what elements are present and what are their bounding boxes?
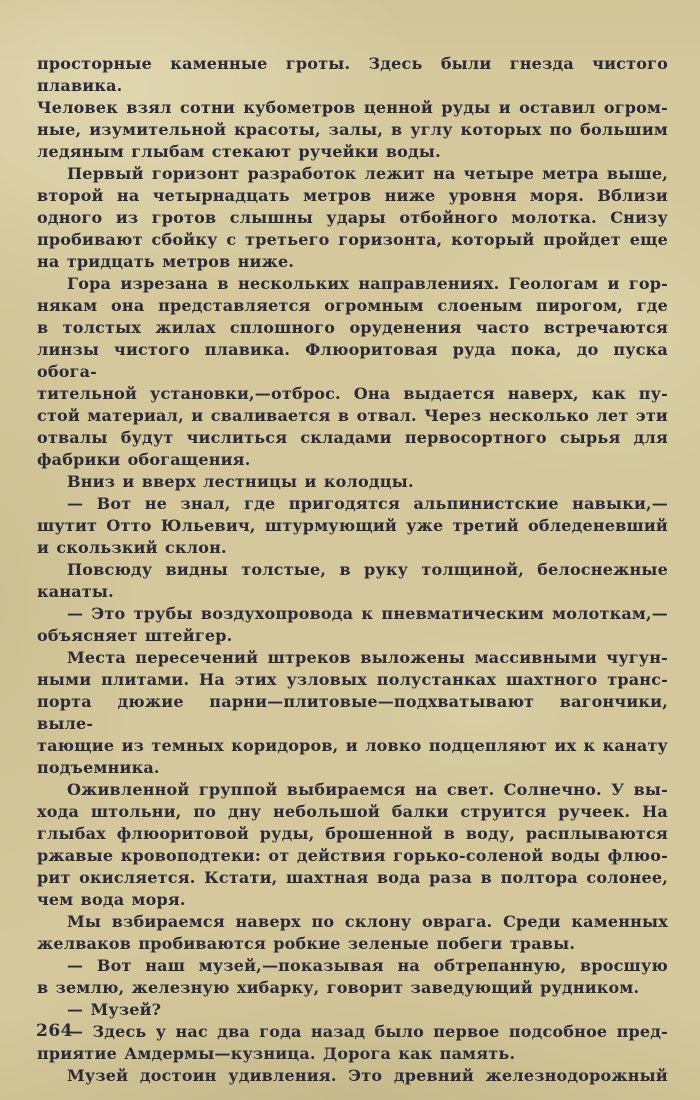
text-line: приятие Амдермы—кузница. Дорога как память.	[37, 1044, 516, 1063]
paragraph	[37, 273, 668, 471]
text-line: пробивают сбойку с третьего горизонта, который пройдет еще	[37, 230, 668, 249]
paragraph	[37, 471, 668, 493]
text-line: желваков пробиваются робкие зеленые побеги травы.	[37, 934, 576, 953]
text-line: в толстых жилах сплошного оруденения часто встречаются	[37, 318, 668, 337]
paragraph	[37, 955, 668, 999]
text-line: ные, изумительной красоты, залы, в углу которых по большим	[37, 120, 668, 139]
text-line: Гора изрезана в нескольких направлениях. Геологам и гор-	[67, 274, 668, 293]
paragraph	[37, 603, 668, 647]
text-line: стой материал, и сваливается в отвал. Через несколько лет эти	[37, 406, 668, 425]
text-line: ными плитами. На этих узловых полустанках шахтного транс-	[37, 670, 668, 689]
text-line: Вниз и вверх лестницы и колодцы.	[67, 472, 414, 491]
text-line: ледяным глыбам стекают ручейки воды.	[37, 142, 441, 161]
text-line: рит окисляется. Кстати, шахтная вода раза в полтора солонее,	[37, 868, 668, 887]
paragraph	[37, 53, 668, 163]
text-line: Первый горизонт разработок лежит на четыре метра выше,	[67, 164, 668, 183]
text-line: тающие из темных коридоров, и ловко подцепляют их к канату	[37, 736, 668, 755]
text-line: Музей достоин удивления. Это древний железнодорожный	[67, 1066, 668, 1085]
paragraph	[37, 647, 668, 779]
paragraph	[37, 1065, 668, 1087]
text-line: чем вода моря.	[37, 890, 186, 909]
text-line: хода штольни, по дну небольшой балки струится ручеек. На	[37, 802, 668, 821]
page-text	[37, 53, 668, 1087]
page-number: 264	[36, 1021, 73, 1041]
paragraph	[37, 779, 668, 911]
paragraph	[37, 1021, 668, 1065]
text-line: Человек взял сотни кубометров ценной руды и оставил огром-	[37, 98, 668, 117]
text-line: Мы взбираемся наверх по склону оврага. Среди каменных	[67, 912, 668, 931]
paragraph	[37, 999, 668, 1021]
text-line: някам она представляется огромным слоеным пирогом, где	[37, 296, 668, 315]
text-line: порта дюжие парни—плитовые—подхватывают вагончики, выле-	[37, 692, 668, 733]
text-line: Оживленной группой выбираемся на свет. Солнечно. У вы-	[67, 780, 668, 799]
text-line: просторные каменные гроты. Здесь были гнезда чистого плавика.	[37, 54, 668, 95]
text-line: — Это трубы воздухопровода к пневматическим молоткам,—	[67, 604, 668, 623]
text-line: объясняет штейгер.	[37, 626, 233, 645]
text-line: шутит Отто Юльевич, штурмующий уже третий обледеневший	[37, 516, 668, 535]
text-line: отвалы будут числиться складами первосортного сырья для	[37, 428, 668, 447]
text-line: одного из гротов слышны удары отбойного молотка. Снизу	[37, 208, 668, 227]
text-line: на тридцать метров ниже.	[37, 252, 295, 271]
text-line: в землю, железную хибарку, говорит заведующий рудником.	[37, 978, 640, 997]
text-line: ржавые кровоподтеки: от действия горько-соленой воды флюо-	[37, 846, 668, 865]
text-line: глыбах флюоритовой руды, брошенной в воду, расплываются	[37, 824, 668, 843]
text-line: тительной установки,—отброс. Она выдается наверх, как пу-	[37, 384, 668, 403]
paragraph	[37, 559, 668, 603]
text-line: линзы чистого плавика. Флюоритовая руда пока, до пуска обога-	[37, 340, 668, 381]
text-line: подъемника.	[37, 758, 160, 777]
text-line: — Вот не знал, где пригодятся альпинистские навыки,—	[67, 494, 668, 513]
text-line: Повсюду видны толстые, в руку толщиной, белоснежные	[67, 560, 668, 579]
paragraph	[37, 911, 668, 955]
text-line: — Здесь у нас два года назад было первое подсобное пред-	[67, 1022, 668, 1041]
text-line: Места пересечений штреков выложены массивными чугун-	[67, 648, 668, 667]
paragraph	[37, 163, 668, 273]
text-line: канаты.	[37, 582, 114, 601]
paragraph	[37, 493, 668, 559]
text-line: — Вот наш музей,—показывая на обтрепанную, вросшую	[67, 956, 668, 975]
text-line: — Музей?	[67, 1000, 162, 1019]
text-line: и скользкий склон.	[37, 538, 227, 557]
text-line: второй на четырнадцать метров ниже уровня моря. Вблизи	[37, 186, 668, 205]
text-line: фабрики обогащения.	[37, 450, 251, 469]
